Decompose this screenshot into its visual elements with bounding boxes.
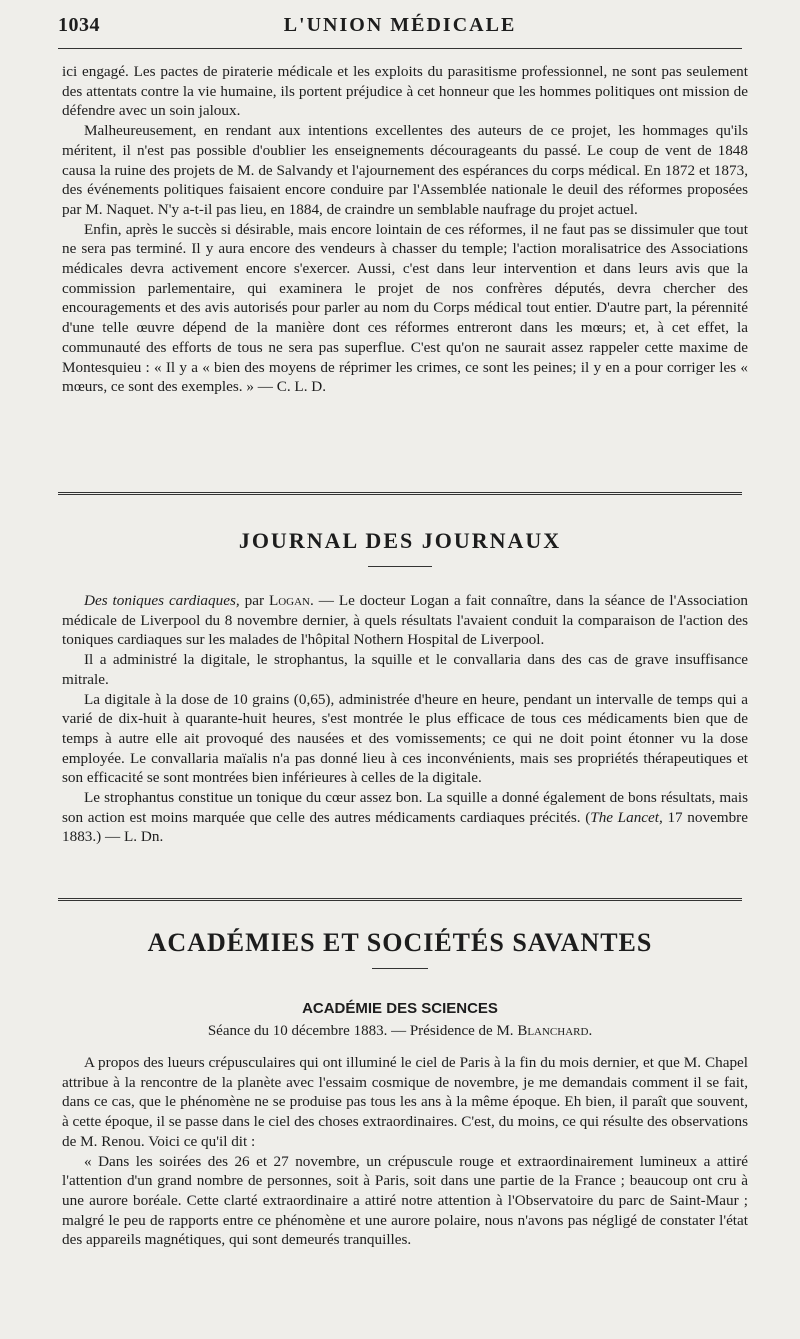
section-title-academies: ACADÉMIES ET SOCIÉTÉS SAVANTES: [147, 928, 653, 957]
header-rule: [58, 48, 742, 49]
paragraph: La digitale à la dose de 10 grains (0,65), administrée d'heure en heure, pendant un intervalle de temps qui a varié de dix-huit à quarante-huit heures, s'est montrée le plus efficace de tous ces médicaments bien que de temps à autre elle ait provoqué des nausées et des vomissements; ce qui ne doit point étonner vu la dose employée. Le convallaria maïalis n'a pas donné lieu à ces inconvénients, mais ses propriétés thérapeutiques et son efficacité se sont montrées bien inférieures à celles de la digitale.: [62, 690, 748, 787]
journal-title: L'UNION MÉDICALE: [283, 14, 517, 36]
page-header: [58, 10, 742, 40]
paragraph: [62, 591, 748, 650]
paragraph: Il a administré la digitale, le strophantus, la squille et le convallaria dans des cas de grave insuffisance mitrale.: [62, 651, 748, 688]
page-number: 1034: [58, 14, 100, 36]
source-date: 17 novembre 1883.) — L. Dn.: [62, 808, 748, 846]
academy-article: [62, 1053, 748, 1250]
session-suffix: .: [588, 1023, 593, 1039]
source-title: The Lancet,: [590, 808, 663, 826]
paragraph: Enfin, après le succès si désirable, mais encore lointain de ces réformes, il ne faut pas se dissimuler que tout ne sera pas terminé. Il y aura encore des vendeurs à chasser du temple; l'action moralisatrice des Associations médicales devra activement encore s'exercer. Aussi, c'est dans leur intervention et dans leurs avis que la commission parlementaire, qui examinera le projet de nos confrères députés, devra chercher des encouragements et des avis autorisés pour parler au nom du Corps médical tout entier. D'autre part, la pérennité d'une telle œuvre dépend de la manière dont ces réformes entreront dans les mœurs; et, à cet effet, la communauté des efforts de tous ne sera pas superflue. C'est qu'on ne saurait assez rappeler cette maxime de Montesquieu : « Il y a « bien des moyens de réprimer les crimes, ce sont les peines; il y en a pour corriger les « mœurs, ce sont des exemples. » — C. L. D.: [62, 220, 748, 396]
section-title-journal: JOURNAL DES JOURNAUX: [238, 528, 562, 553]
title-underline: [372, 968, 428, 969]
paragraph: A propos des lueurs crépusculaires qui ont illuminé le ciel de Paris à la fin du mois dernier, et que M. Chapel attribue à la rencontre de la planète avec l'essaim cosmique de novembre, je me demandais comment il se fait, dans ce cas, que le phénomène ne se produise pas tous les ans à la même époque. Eh bien, il paraît que souvent, à cette époque, il se passe dans le ciel des choses extraordinaires. C'est, du moins, ce qui résulte des observations de M. Renou. Voici ce qu'il dit :: [62, 1054, 748, 1150]
article-continuation: [62, 62, 748, 397]
last-paragraph-text: Le strophantus constitue un tonique du cœur assez bon. La squille a donné également de bons résultats, mais son action est moins marquée que celle des autres médicaments cardiaques précités. (: [62, 789, 748, 826]
paragraph: ici engagé. Les pactes de piraterie médicale et les exploits du parasitisme professionnel, ne sont pas seulement des attentats contre la vie humaine, ils portent préjudice à cet honneur que les hommes politiques ont mission de défendre avec un soin jaloux.: [62, 63, 748, 120]
section-divider: [58, 492, 742, 495]
session-prefix: Séance du 10 décembre 1883. — Présidence de M.: [207, 1023, 518, 1039]
paragraph: « Dans les soirées des 26 et 27 novembre, un crépuscule rouge et extraordinairement lumineux a attiré l'attention d'un grand nombre de personnes, soit à Paris, soit dans une partie de la France ; beaucoup ont cru à une aurore boréale. Cette clarté extraordinaire a attiré notre attention à l'Observatoire du parc de Saint-Maur ; malgré le peu de rapports entre ce phénomène et une aurore polaire, nous n'avons pas négligé de constater l'état des appareils magnétiques, qui sont demeurés tranquilles.: [62, 1152, 748, 1249]
article-intro: . — Le docteur Logan a fait connaître, dans la séance de l'Association médicale de Liverpool du 8 novembre dernier, à quels résultats l'avaient conduit la comparaison de l'action des toniques cardiaques sur les malades de l'hôpital Nothern Hospital de Liverpool.: [62, 592, 749, 649]
journal-article: [62, 591, 748, 847]
president-name: Blanchard: [517, 1023, 589, 1039]
title-underline: [368, 566, 432, 567]
by-word: par: [244, 592, 265, 609]
author-name: Logan: [268, 592, 311, 609]
paragraph: Malheureusement, en rendant aux intentions excellentes des auteurs de ce projet, les hommages qu'ils méritent, il n'est pas possible d'oublier les enseignements décourageants du passé. Le coup de vent de 1848 causa la ruine des projets de M. de Salvandy et l'ajournement des espérances du corps médical. En 1872 et 1873, des événements politiques faisaient encore conduire par l'Assemblée nationale le deuil des réformes proposées par M. Naquet. N'y a-t-il pas lieu, en 1884, de craindre un semblable naufrage du projet actuel.: [62, 122, 748, 218]
article-title: Des toniques cardiaques,: [84, 592, 240, 609]
paragraph: [62, 788, 748, 847]
session-line: [58, 1023, 742, 1040]
academy-subtitle: ACADÉMIE DES SCIENCES: [302, 1000, 498, 1017]
section-divider: [58, 898, 742, 901]
